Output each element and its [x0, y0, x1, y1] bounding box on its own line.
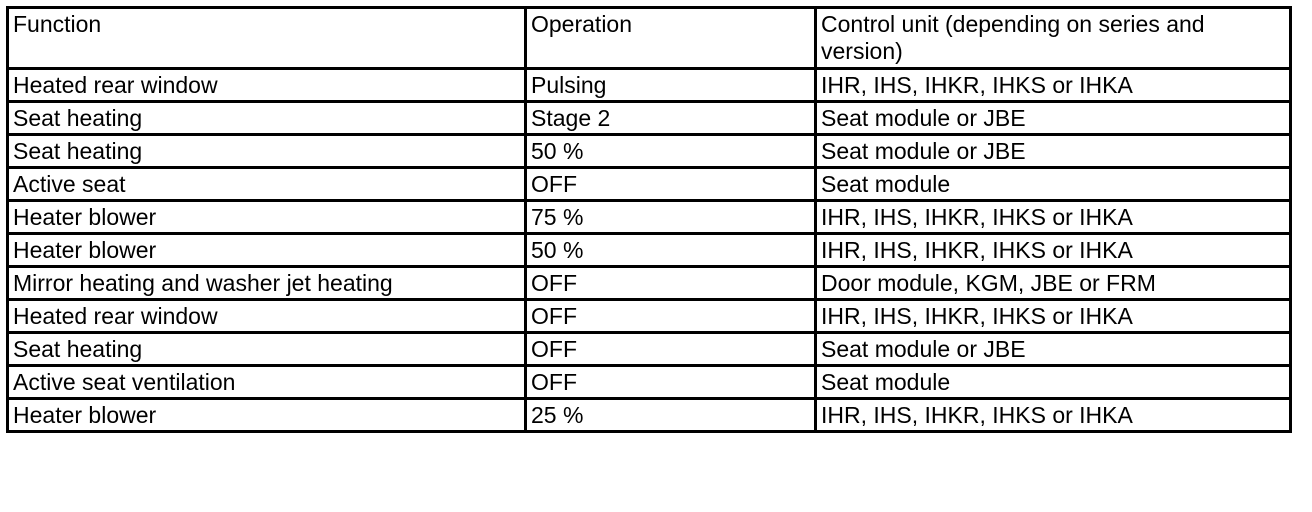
header-control-unit: Control unit (depending on series and version) [816, 8, 1291, 69]
cell-control-unit: Seat module [816, 168, 1291, 201]
cell-function: Heated rear window [8, 69, 526, 102]
cell-operation: OFF [526, 333, 816, 366]
cell-operation: OFF [526, 267, 816, 300]
cell-control-unit: IHR, IHS, IHKR, IHKS or IHKA [816, 300, 1291, 333]
cell-function: Heater blower [8, 201, 526, 234]
table-row [8, 234, 1291, 267]
cell-control-unit: IHR, IHS, IHKR, IHKS or IHKA [816, 399, 1291, 432]
cell-control-unit: Seat module or JBE [816, 102, 1291, 135]
header-function: Function [8, 8, 526, 69]
cell-operation: OFF [526, 168, 816, 201]
cell-operation: Stage 2 [526, 102, 816, 135]
cell-operation: 25 % [526, 399, 816, 432]
cell-control-unit: Seat module or JBE [816, 135, 1291, 168]
cell-function: Active seat ventilation [8, 366, 526, 399]
table-row [8, 300, 1291, 333]
cell-operation: 50 % [526, 135, 816, 168]
table-row [8, 201, 1291, 234]
table-row [8, 366, 1291, 399]
table-row [8, 69, 1291, 102]
cell-control-unit: IHR, IHS, IHKR, IHKS or IHKA [816, 69, 1291, 102]
table-row [8, 102, 1291, 135]
cell-control-unit: Seat module or JBE [816, 333, 1291, 366]
cell-function: Active seat [8, 168, 526, 201]
table-row [8, 168, 1291, 201]
cell-function: Mirror heating and washer jet heating [8, 267, 526, 300]
cell-control-unit: Door module, KGM, JBE or FRM [816, 267, 1291, 300]
table-row [8, 267, 1291, 300]
cell-function: Heater blower [8, 234, 526, 267]
function-operation-table [6, 6, 1292, 433]
cell-function: Seat heating [8, 102, 526, 135]
cell-control-unit: Seat module [816, 366, 1291, 399]
cell-operation: OFF [526, 366, 816, 399]
cell-function: Heater blower [8, 399, 526, 432]
cell-control-unit: IHR, IHS, IHKR, IHKS or IHKA [816, 234, 1291, 267]
table-row [8, 399, 1291, 432]
table-header [8, 8, 1291, 69]
cell-control-unit: IHR, IHS, IHKR, IHKS or IHKA [816, 201, 1291, 234]
table-body [8, 69, 1291, 432]
header-operation: Operation [526, 8, 816, 69]
cell-function: Seat heating [8, 135, 526, 168]
header-row [8, 8, 1291, 69]
table-row [8, 333, 1291, 366]
cell-function: Heated rear window [8, 300, 526, 333]
cell-operation: OFF [526, 300, 816, 333]
cell-operation: 75 % [526, 201, 816, 234]
table-row [8, 135, 1291, 168]
cell-operation: Pulsing [526, 69, 816, 102]
cell-function: Seat heating [8, 333, 526, 366]
cell-operation: 50 % [526, 234, 816, 267]
